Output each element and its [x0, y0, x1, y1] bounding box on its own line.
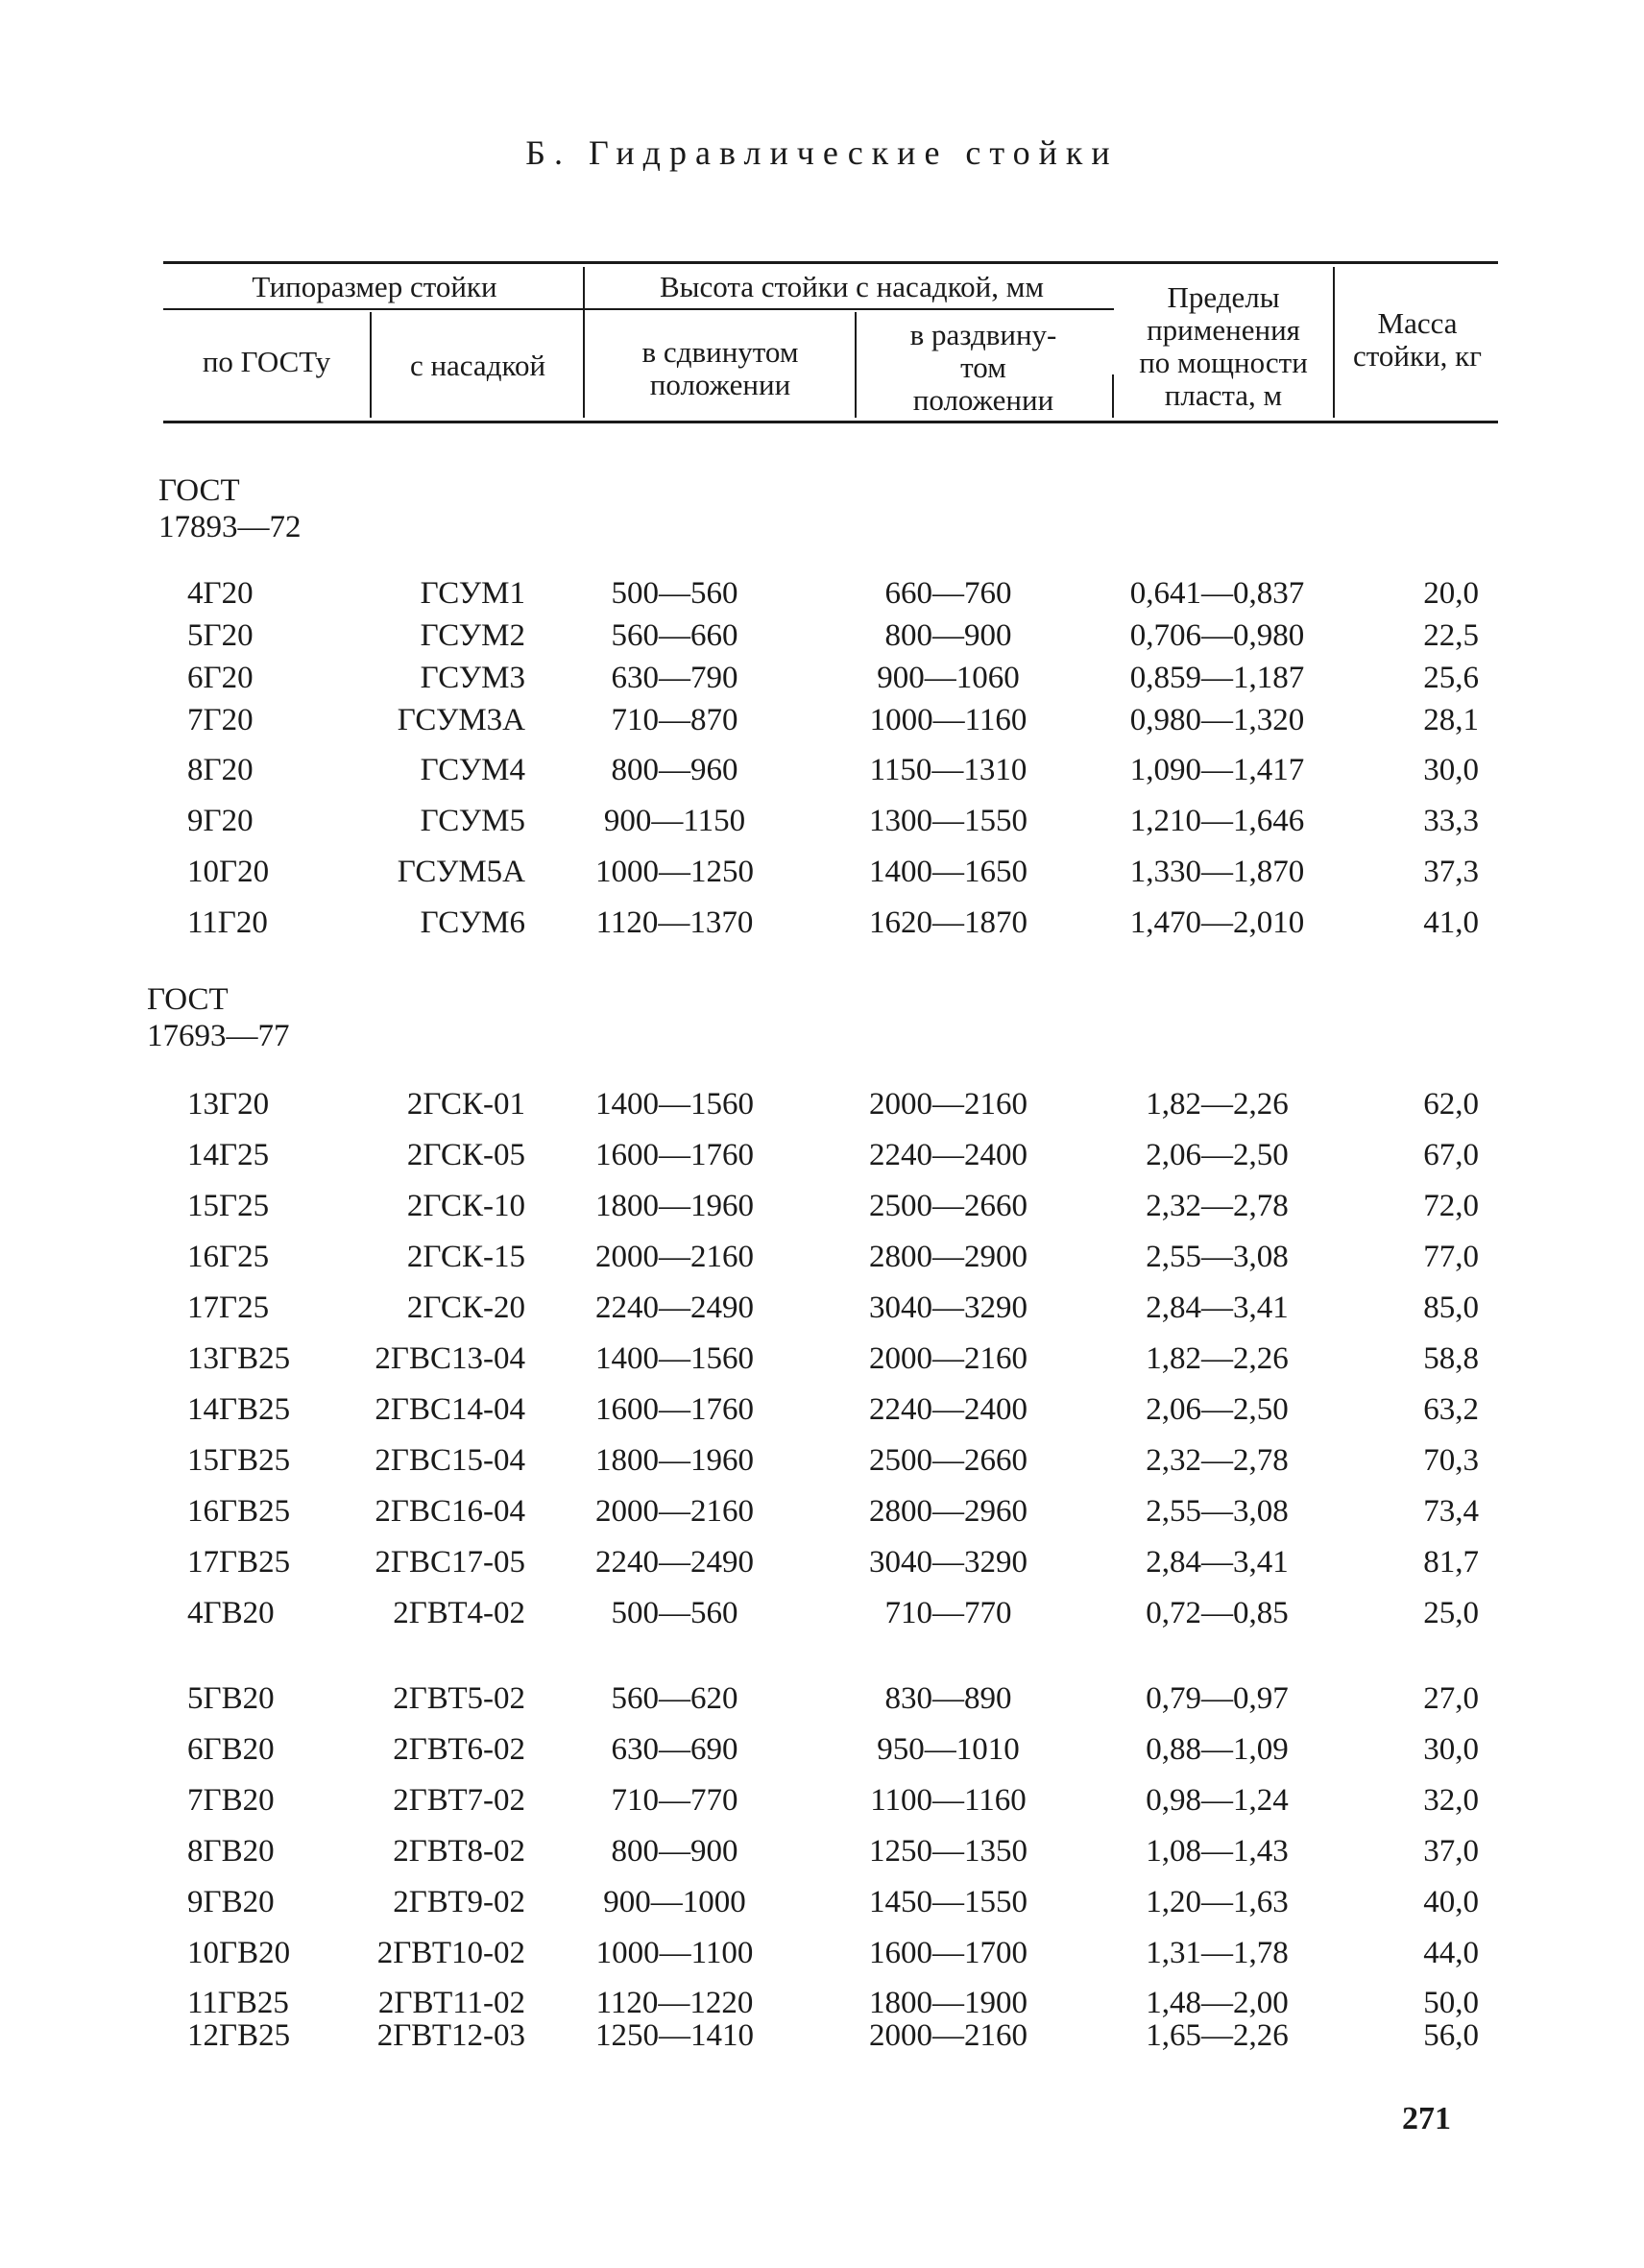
table-header-bottom-rule: [163, 421, 1498, 423]
row-mass: 77,0: [1423, 1240, 1479, 1274]
row-seam-limits: 1,48—2,00: [1146, 1986, 1289, 2020]
row-height-retracted: 710—770: [611, 1783, 738, 1818]
row-seam-limits: 1,330—1,870: [1129, 855, 1305, 889]
row-cap-model: 2ГВС17-05: [375, 1545, 525, 1580]
row-mass: 67,0: [1423, 1138, 1479, 1172]
row-seam-limits: 2,32—2,78: [1146, 1189, 1289, 1223]
row-seam-limits: 1,82—2,26: [1146, 1341, 1289, 1376]
row-cap-model: 2ГВТ11-02: [377, 1986, 525, 2020]
row-cap-model: 2ГВТ12-03: [376, 2018, 525, 2053]
row-height-retracted: 1000—1250: [595, 855, 754, 889]
row-mass: 32,0: [1423, 1783, 1479, 1818]
header-extended-line1: в раздвину-: [909, 318, 1057, 351]
row-mass: 27,0: [1423, 1681, 1479, 1716]
row-gost: 13Г20: [187, 1087, 270, 1122]
row-height-retracted: 2240—2490: [595, 1291, 754, 1325]
row-mass: 72,0: [1423, 1189, 1479, 1223]
row-mass: 25,6: [1423, 661, 1479, 695]
row-height-extended: 2800—2960: [869, 1494, 1028, 1529]
table-row: [0, 1291, 1644, 1329]
row-height-retracted: 900—1150: [603, 804, 746, 838]
table-row: [0, 1087, 1644, 1125]
table-row: [0, 1240, 1644, 1278]
table-row: [0, 1596, 1644, 1634]
header-extended-line3: положении: [912, 383, 1054, 417]
row-seam-limits: 0,72—0,85: [1146, 1596, 1289, 1630]
header-limits-line4: пласта, м: [1164, 378, 1283, 412]
table-row: [0, 1783, 1644, 1822]
table-row: [0, 576, 1644, 615]
table-row: [0, 661, 1644, 699]
row-gost: 5ГВ20: [187, 1681, 275, 1716]
row-seam-limits: 0,641—0,837: [1129, 576, 1305, 611]
row-gost: 6Г20: [187, 661, 254, 695]
row-gost: 12ГВ25: [187, 2018, 291, 2053]
row-seam-limits: 0,980—1,320: [1129, 703, 1305, 737]
table-row: [0, 1392, 1644, 1431]
row-height-extended: 1150—1310: [869, 753, 1028, 787]
row-height-extended: 1100—1160: [870, 1783, 1027, 1818]
row-mass: 70,3: [1423, 1443, 1479, 1478]
row-height-extended: 2500—2660: [869, 1443, 1028, 1478]
header-mass: [1337, 307, 1498, 373]
row-seam-limits: 1,08—1,43: [1146, 1834, 1289, 1869]
row-height-retracted: 500—560: [611, 1596, 738, 1630]
row-seam-limits: 0,88—1,09: [1146, 1732, 1289, 1767]
row-gost: 16ГВ25: [187, 1494, 291, 1529]
row-height-extended: 830—890: [884, 1681, 1012, 1716]
row-mass: 85,0: [1423, 1291, 1479, 1325]
table-row: [0, 1341, 1644, 1380]
row-height-retracted: 1120—1220: [595, 1986, 754, 2020]
table-row: [0, 1732, 1644, 1771]
row-height-extended: 2240—2400: [869, 1138, 1028, 1172]
row-gost: 6ГВ20: [187, 1732, 275, 1767]
row-seam-limits: 1,20—1,63: [1146, 1885, 1289, 1919]
row-height-retracted: 900—1000: [603, 1885, 746, 1919]
table-row: [0, 1443, 1644, 1482]
row-seam-limits: 2,84—3,41: [1146, 1545, 1289, 1580]
row-height-retracted: 800—900: [611, 1834, 738, 1869]
row-gost: 7ГВ20: [187, 1783, 275, 1818]
table-row: [0, 804, 1644, 842]
row-cap-model: 2ГСК-20: [406, 1291, 525, 1325]
page-title: Б. Гидравлические стойки: [525, 133, 1119, 172]
row-seam-limits: 2,32—2,78: [1146, 1443, 1289, 1478]
row-gost: 11Г20: [187, 905, 268, 940]
row-height-retracted: 630—790: [611, 661, 738, 695]
table-row: [0, 1834, 1644, 1872]
column-divider: [1333, 267, 1335, 418]
row-mass: 50,0: [1423, 1986, 1479, 2020]
row-mass: 20,0: [1423, 576, 1479, 611]
row-height-extended: 950—1010: [877, 1732, 1020, 1767]
row-height-retracted: 1400—1560: [595, 1087, 754, 1122]
header-mass-line1: Масса: [1377, 306, 1458, 340]
row-seam-limits: 1,210—1,646: [1129, 804, 1305, 838]
row-cap-model: ГСУМ2: [420, 618, 525, 653]
row-height-extended: 1000—1160: [869, 703, 1028, 737]
table-row: [0, 1936, 1644, 1974]
row-mass: 62,0: [1423, 1087, 1479, 1122]
row-gost: 17Г25: [187, 1291, 270, 1325]
header-by-gost: по ГОСТу: [202, 345, 331, 378]
row-cap-model: ГСУМ1: [420, 576, 525, 611]
column-divider: [855, 312, 857, 418]
header-limits-line2: применения: [1147, 313, 1300, 347]
header-limits-line1: Пределы: [1167, 280, 1280, 314]
row-height-extended: 1600—1700: [869, 1936, 1028, 1970]
row-cap-model: 2ГВТ10-02: [376, 1936, 525, 1970]
column-divider: [370, 312, 372, 418]
row-cap-model: 2ГВТ4-02: [393, 1596, 525, 1630]
row-gost: 7Г20: [187, 703, 254, 737]
row-height-retracted: 2000—2160: [595, 1240, 754, 1274]
row-height-extended: 1450—1550: [869, 1885, 1028, 1919]
section-heading-line1: ГОСТ: [158, 473, 240, 508]
section-heading-gost-17693: [147, 981, 290, 1054]
row-seam-limits: 2,84—3,41: [1146, 1291, 1289, 1325]
row-height-retracted: 800—960: [611, 753, 738, 787]
row-mass: 73,4: [1423, 1494, 1479, 1529]
section-heading-line2: 17693—77: [147, 1019, 290, 1053]
row-height-retracted: 1120—1370: [595, 905, 754, 940]
row-seam-limits: 2,55—3,08: [1146, 1240, 1289, 1274]
row-height-extended: 2800—2900: [869, 1240, 1028, 1274]
row-gost: 13ГВ25: [187, 1341, 291, 1376]
row-gost: 17ГВ25: [187, 1545, 291, 1580]
row-mass: 30,0: [1423, 1732, 1479, 1767]
row-seam-limits: 0,79—0,97: [1146, 1681, 1289, 1716]
header-mass-line2: стойки, кг: [1353, 339, 1482, 373]
row-gost: 14Г25: [187, 1138, 270, 1172]
table-row: [0, 703, 1644, 741]
row-height-extended: 1300—1550: [869, 804, 1028, 838]
row-height-extended: 3040—3290: [869, 1291, 1028, 1325]
table-row: [0, 1545, 1644, 1583]
row-height-retracted: 2000—2160: [595, 1494, 754, 1529]
header-extended: [858, 319, 1109, 417]
row-mass: 22,5: [1423, 618, 1479, 653]
row-gost: 9Г20: [187, 804, 254, 838]
row-gost: 10Г20: [187, 855, 270, 889]
row-seam-limits: 0,98—1,24: [1146, 1783, 1289, 1818]
row-height-extended: 3040—3290: [869, 1545, 1028, 1580]
row-height-extended: 2500—2660: [869, 1189, 1028, 1223]
row-cap-model: 2ГСК-15: [406, 1240, 525, 1274]
row-cap-model: ГСУМ6: [420, 905, 525, 940]
header-retracted-line1: в сдвинутом: [641, 335, 799, 369]
row-gost: 5Г20: [187, 618, 254, 653]
row-cap-model: 2ГВТ9-02: [393, 1885, 525, 1919]
table-row: [0, 855, 1644, 893]
row-seam-limits: 2,06—2,50: [1146, 1138, 1289, 1172]
row-cap-model: 2ГВС13-04: [375, 1341, 525, 1376]
row-height-extended: 1250—1350: [869, 1834, 1028, 1869]
row-seam-limits: 0,859—1,187: [1129, 661, 1305, 695]
row-cap-model: 2ГСК-01: [406, 1087, 525, 1122]
row-gost: 4ГВ20: [187, 1596, 275, 1630]
table-top-rule: [163, 261, 1498, 264]
header-type-size: Типоразмер стойки: [252, 270, 497, 303]
row-mass: 58,8: [1423, 1341, 1479, 1376]
row-height-extended: 660—760: [884, 576, 1012, 611]
row-cap-model: ГСУМ5А: [397, 855, 525, 889]
row-height-retracted: 1000—1100: [595, 1936, 754, 1970]
row-height-retracted: 710—870: [611, 703, 738, 737]
row-cap-model: ГСУМ5: [420, 804, 525, 838]
row-mass: 37,3: [1423, 855, 1479, 889]
row-cap-model: 2ГВТ5-02: [393, 1681, 525, 1716]
row-height-extended: 900—1060: [877, 661, 1020, 695]
row-seam-limits: 1,31—1,78: [1146, 1936, 1289, 1970]
table-row: [0, 1494, 1644, 1532]
row-height-extended: 2000—2160: [869, 1087, 1028, 1122]
table-row: [0, 2018, 1644, 2057]
row-mass: 44,0: [1423, 1936, 1479, 1970]
table-row: [0, 1885, 1644, 1923]
row-mass: 56,0: [1423, 2018, 1479, 2053]
row-height-extended: 800—900: [884, 618, 1012, 653]
row-mass: 30,0: [1423, 753, 1479, 787]
row-height-retracted: 1400—1560: [595, 1341, 754, 1376]
row-gost: 14ГВ25: [187, 1392, 291, 1427]
row-gost: 15ГВ25: [187, 1443, 291, 1478]
row-gost: 11ГВ25: [187, 1986, 289, 2020]
table-row: [0, 905, 1644, 944]
row-seam-limits: 2,55—3,08: [1146, 1494, 1289, 1529]
header-limits: [1114, 281, 1333, 412]
row-cap-model: 2ГСК-10: [406, 1189, 525, 1223]
row-mass: 25,0: [1423, 1596, 1479, 1630]
table-header-mid-rule: [163, 308, 1114, 310]
row-cap-model: 2ГВТ6-02: [393, 1732, 525, 1767]
row-height-retracted: 630—690: [611, 1732, 738, 1767]
row-gost: 10ГВ20: [187, 1936, 291, 1970]
row-mass: 40,0: [1423, 1885, 1479, 1919]
row-height-retracted: 500—560: [611, 576, 738, 611]
table-row: [0, 753, 1644, 791]
row-mass: 28,1: [1423, 703, 1479, 737]
row-gost: 4Г20: [187, 576, 254, 611]
row-gost: 15Г25: [187, 1189, 270, 1223]
row-mass: 37,0: [1423, 1834, 1479, 1869]
table-row: [0, 1681, 1644, 1720]
table-row: [0, 618, 1644, 657]
header-extended-line2: том: [960, 350, 1006, 384]
header-height-group: Высота стойки с насадкой, мм: [659, 270, 1045, 303]
row-mass: 33,3: [1423, 804, 1479, 838]
row-cap-model: 2ГВС16-04: [375, 1494, 525, 1529]
row-height-retracted: 1600—1760: [595, 1392, 754, 1427]
row-height-retracted: 2240—2490: [595, 1545, 754, 1580]
row-height-retracted: 1800—1960: [595, 1189, 754, 1223]
section-heading-line1: ГОСТ: [147, 982, 229, 1017]
row-cap-model: 2ГСК-05: [406, 1138, 525, 1172]
row-cap-model: 2ГВТ8-02: [393, 1834, 525, 1869]
row-seam-limits: 1,65—2,26: [1146, 2018, 1289, 2053]
row-cap-model: 2ГВС15-04: [375, 1443, 525, 1478]
table-row: [0, 1189, 1644, 1227]
row-gost: 8ГВ20: [187, 1834, 275, 1869]
header-with-cap: с насадкой: [409, 349, 546, 382]
row-cap-model: 2ГВС14-04: [375, 1392, 525, 1427]
row-cap-model: ГСУМ4: [420, 753, 525, 787]
row-height-retracted: 560—660: [611, 618, 738, 653]
row-cap-model: ГСУМ3А: [397, 703, 525, 737]
row-height-extended: 2000—2160: [869, 2018, 1028, 2053]
row-mass: 81,7: [1423, 1545, 1479, 1580]
page-number: 271: [1402, 2101, 1451, 2136]
row-height-retracted: 1250—1410: [595, 2018, 754, 2053]
row-height-extended: 1620—1870: [869, 905, 1028, 940]
row-seam-limits: 1,82—2,26: [1146, 1087, 1289, 1122]
row-height-extended: 710—770: [884, 1596, 1012, 1630]
row-cap-model: ГСУМ3: [420, 661, 525, 695]
row-gost: 9ГВ20: [187, 1885, 275, 1919]
row-seam-limits: 1,090—1,417: [1129, 753, 1305, 787]
row-seam-limits: 0,706—0,980: [1129, 618, 1305, 653]
row-height-extended: 1400—1650: [869, 855, 1028, 889]
row-height-extended: 1800—1900: [869, 1986, 1028, 2020]
row-cap-model: 2ГВТ7-02: [393, 1783, 525, 1818]
row-height-retracted: 1800—1960: [595, 1443, 754, 1478]
row-gost: 16Г25: [187, 1240, 270, 1274]
row-height-retracted: 1600—1760: [595, 1138, 754, 1172]
row-mass: 63,2: [1423, 1392, 1479, 1427]
row-mass: 41,0: [1423, 905, 1479, 940]
header-retracted-line2: положении: [649, 368, 791, 401]
header-retracted: [588, 336, 853, 401]
section-heading-line2: 17893—72: [158, 510, 302, 544]
row-seam-limits: 1,470—2,010: [1129, 905, 1305, 940]
row-height-extended: 2000—2160: [869, 1341, 1028, 1376]
row-height-retracted: 560—620: [611, 1681, 738, 1716]
header-limits-line3: по мощности: [1139, 346, 1308, 379]
row-seam-limits: 2,06—2,50: [1146, 1392, 1289, 1427]
row-height-extended: 2240—2400: [869, 1392, 1028, 1427]
row-gost: 8Г20: [187, 753, 254, 787]
section-heading-gost-17893: [158, 472, 302, 545]
table-row: [0, 1138, 1644, 1176]
